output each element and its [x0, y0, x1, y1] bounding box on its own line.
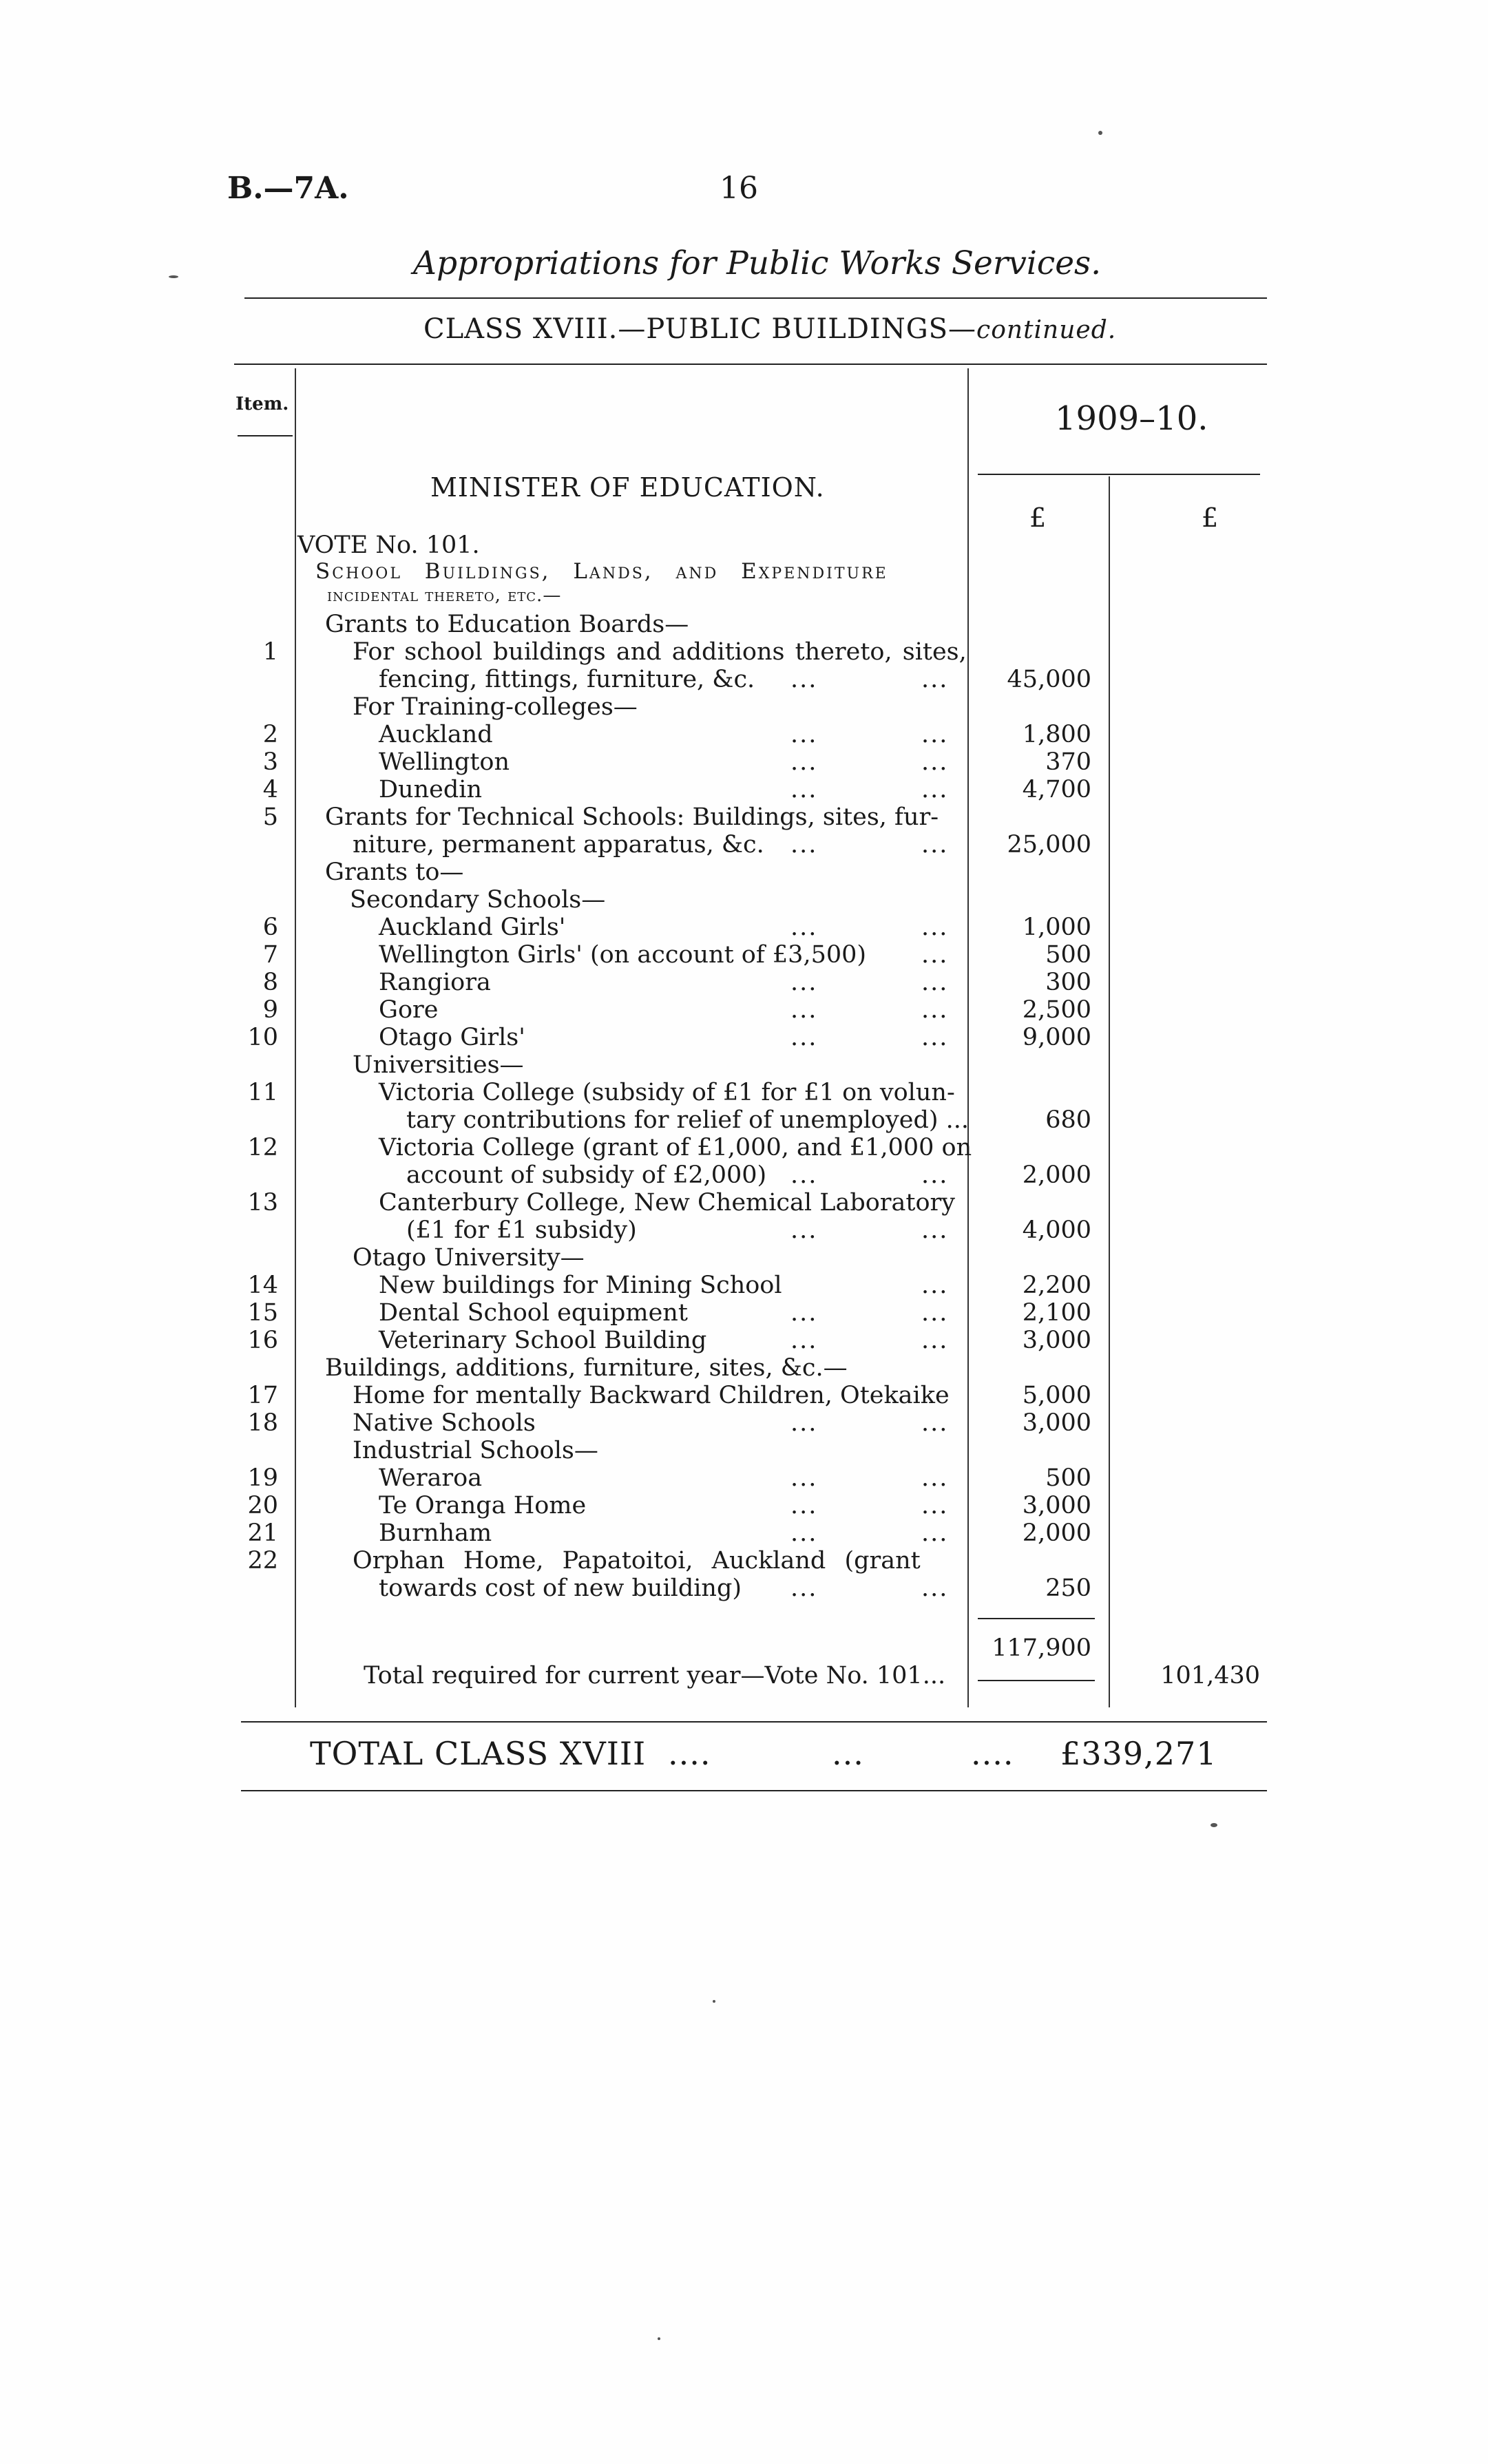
- line-description: account of subsidy of £2,000): [406, 1161, 767, 1189]
- line-description: Dental School equipment: [379, 1299, 688, 1327]
- line-description: Auckland Girls': [379, 914, 566, 941]
- item-number: 6: [262, 914, 278, 941]
- line-description: For Training-colleges—: [353, 693, 638, 721]
- line-description: Grants to—: [325, 859, 464, 886]
- leader-dots: ...: [790, 1409, 818, 1437]
- line-item: [0, 1547, 1488, 1575]
- item-number: 4: [262, 776, 278, 803]
- leader-dots: ...: [921, 1492, 949, 1519]
- line-amount: 3,000: [1022, 1492, 1091, 1519]
- scan-speck: [658, 2337, 660, 2340]
- leader-dots: ...: [921, 941, 949, 969]
- line-description: Otago Girls': [379, 1024, 525, 1051]
- class-title: [423, 313, 1116, 345]
- line-description: Wellington: [379, 748, 510, 776]
- line-item: [0, 1106, 1488, 1134]
- leader-dots: ...: [921, 1575, 949, 1602]
- line-description: Wellington Girls' (on account of £3,500): [379, 941, 867, 969]
- line-description: Native Schools: [353, 1409, 536, 1437]
- line-description: Auckland: [379, 721, 493, 748]
- line-item: [0, 1575, 1488, 1602]
- line-amount: 370: [1045, 748, 1091, 776]
- grand-total-label: TOTAL CLASS XVIII: [310, 1735, 647, 1772]
- line-amount: 5,000: [1022, 1382, 1091, 1409]
- line-item: [0, 721, 1488, 748]
- divider-grand-top: [241, 1721, 1267, 1723]
- line-item: [0, 1519, 1488, 1547]
- line-item: [0, 1354, 1488, 1382]
- line-item: [0, 1051, 1488, 1079]
- vote-total-amount: 101,430: [1160, 1662, 1260, 1689]
- currency-symbol-right: £: [1202, 503, 1219, 533]
- line-amount: 2,500: [1022, 996, 1091, 1024]
- class-title-suffix: continued.: [976, 316, 1117, 344]
- page-title: Appropriations for Public Works Services.: [413, 244, 1102, 282]
- line-description: Gore: [379, 996, 439, 1024]
- class-title-main: CLASS XVIII.—PUBLIC BUILDINGS—: [423, 313, 977, 345]
- line-amount: 250: [1045, 1575, 1091, 1602]
- leader-dots: ...: [790, 1327, 818, 1354]
- item-number: 9: [262, 996, 278, 1024]
- line-item: [0, 914, 1488, 941]
- line-description: Rangiora: [379, 969, 491, 996]
- leader-dots: ...: [832, 1735, 864, 1772]
- line-amount: 2,200: [1022, 1272, 1091, 1299]
- item-number: 21: [247, 1519, 278, 1547]
- line-item: [0, 886, 1488, 914]
- line-item: [0, 1437, 1488, 1464]
- leader-dots: ...: [790, 1024, 818, 1051]
- leader-dots: ...: [790, 1492, 818, 1519]
- item-column-header: Item.: [235, 394, 289, 414]
- leader-dots: ...: [790, 1575, 818, 1602]
- item-number: 5: [262, 803, 278, 831]
- line-item: [0, 996, 1488, 1024]
- ministry-heading: MINISTER OF EDUCATION.: [430, 472, 825, 503]
- divider-top: [244, 297, 1267, 299]
- divider-table-top: [234, 364, 1267, 365]
- scan-speck: [1211, 1823, 1217, 1827]
- line-amount: 4,700: [1022, 776, 1091, 803]
- line-item: [0, 693, 1488, 721]
- leader-dots: ...: [790, 1519, 818, 1547]
- line-item: [0, 1079, 1488, 1106]
- vote-number: VOTE No. 101.: [297, 531, 480, 559]
- item-number: 20: [247, 1492, 278, 1519]
- vote-heading-line2: incidental thereto, etc.—: [327, 585, 562, 606]
- item-number: 15: [247, 1299, 278, 1327]
- line-description: For school buildings and additions thereto, sites,: [353, 638, 967, 666]
- line-description: Industrial Schools—: [353, 1437, 598, 1464]
- line-item: [0, 1382, 1488, 1409]
- line-item: [0, 1464, 1488, 1492]
- currency-symbol-left: £: [1029, 503, 1047, 533]
- year-header: 1909–10.: [1055, 399, 1208, 438]
- line-description: fencing, fittings, furniture, &c.: [379, 666, 755, 693]
- leader-dots: ...: [921, 1161, 949, 1189]
- line-item: [0, 831, 1488, 859]
- line-item: [0, 803, 1488, 831]
- line-item: [0, 1134, 1488, 1161]
- item-number: 10: [247, 1024, 278, 1051]
- page-number: 16: [720, 171, 758, 206]
- leader-dots: ...: [790, 831, 818, 859]
- item-number: 2: [262, 721, 278, 748]
- leader-dots: ...: [790, 996, 818, 1024]
- line-amount: 4,000: [1022, 1217, 1091, 1244]
- leader-dots: ...: [921, 1024, 949, 1051]
- line-amount: 3,000: [1022, 1409, 1091, 1437]
- line-amount: 2,100: [1022, 1299, 1091, 1327]
- line-item: [0, 1217, 1488, 1244]
- item-header-rule: [238, 435, 293, 436]
- leader-dots: ...: [921, 996, 949, 1024]
- line-item: [0, 941, 1488, 969]
- line-amount: 9,000: [1022, 1024, 1091, 1051]
- line-description: Weraroa: [379, 1464, 483, 1492]
- line-amount: 2,000: [1022, 1161, 1091, 1189]
- item-number: 11: [247, 1079, 278, 1106]
- leader-dots: ...: [790, 666, 818, 693]
- leader-dots: ...: [921, 748, 949, 776]
- leader-dots: ...: [921, 776, 949, 803]
- item-number: 12: [247, 1134, 278, 1161]
- line-description: Orphan Home, Papatoitoi, Auckland (grant: [353, 1547, 921, 1575]
- line-amount: 680: [1045, 1106, 1091, 1134]
- line-amount: 500: [1045, 941, 1091, 969]
- item-number: 17: [247, 1382, 278, 1409]
- line-item: [0, 859, 1488, 886]
- document-id: B.—7A.: [227, 171, 349, 206]
- scan-speck: [169, 275, 178, 278]
- grand-total: [310, 1735, 1217, 1772]
- line-description: towards cost of new building): [379, 1575, 742, 1602]
- line-item: [0, 1161, 1488, 1189]
- leader-dots: ...: [921, 969, 949, 996]
- line-description: Grants to Education Boards—: [325, 611, 689, 638]
- leader-dots: ...: [921, 666, 949, 693]
- line-description: Secondary Schools—: [350, 886, 606, 914]
- line-item: [0, 1299, 1488, 1327]
- line-description: niture, permanent apparatus, &c.: [353, 831, 764, 859]
- item-number: 16: [247, 1327, 278, 1354]
- line-description: Universities—: [353, 1051, 524, 1079]
- line-amount: 2,000: [1022, 1519, 1091, 1547]
- item-number: 19: [247, 1464, 278, 1492]
- line-description: tary contributions for relief of unemployed) ...: [406, 1106, 970, 1134]
- line-description: Buildings, additions, furniture, sites, &c.—: [325, 1354, 848, 1382]
- vote-heading-line1: School Buildings, Lands, and Expenditure: [315, 559, 888, 584]
- line-item: [0, 1409, 1488, 1437]
- year-header-rule: [978, 474, 1260, 475]
- line-item: [0, 638, 1488, 666]
- leader-dots: ...: [790, 776, 818, 803]
- line-item: [0, 1272, 1488, 1299]
- leader-dots: ...: [921, 1327, 949, 1354]
- item-number: 3: [262, 748, 278, 776]
- line-description: Grants for Technical Schools: Buildings, sites, fur-: [325, 803, 939, 831]
- line-description: Home for mentally Backward Children, Otekaike: [353, 1382, 950, 1409]
- line-description: Burnham: [379, 1519, 492, 1547]
- line-amount: 1,000: [1022, 914, 1091, 941]
- leader-dots: ...: [790, 1161, 818, 1189]
- line-item: [0, 1189, 1488, 1217]
- item-number: 14: [247, 1272, 278, 1299]
- leader-dots: ...: [921, 1464, 949, 1492]
- subtotal-rule: [978, 1618, 1095, 1619]
- leader-dots: ...: [790, 721, 818, 748]
- line-description: Otago University—: [353, 1244, 585, 1272]
- line-item: [0, 611, 1488, 638]
- leader-dots: ...: [921, 914, 949, 941]
- line-description: New buildings for Mining School: [379, 1272, 782, 1299]
- leader-dots: ...: [921, 1519, 949, 1547]
- total-rule: [978, 1680, 1095, 1681]
- item-number: 8: [262, 969, 278, 996]
- scan-speck: [713, 2000, 715, 2003]
- grand-total-value: £339,271: [1060, 1735, 1217, 1772]
- leader-dots: ....: [668, 1735, 711, 1772]
- line-item: [0, 776, 1488, 803]
- item-number: 22: [247, 1547, 278, 1575]
- line-description: Te Oranga Home: [379, 1492, 587, 1519]
- item-number: 18: [247, 1409, 278, 1437]
- line-amount: 300: [1045, 969, 1091, 996]
- leader-dots: ...: [921, 1217, 949, 1244]
- leader-dots: ...: [790, 914, 818, 941]
- line-item: [0, 1244, 1488, 1272]
- line-item: [0, 666, 1488, 693]
- line-item: [0, 969, 1488, 996]
- leader-dots: ....: [971, 1735, 1014, 1772]
- line-description: (£1 for £1 subsidy): [406, 1217, 637, 1244]
- leader-dots: ...: [790, 748, 818, 776]
- leader-dots: ...: [790, 1299, 818, 1327]
- leader-dots: ...: [921, 1272, 949, 1299]
- leader-dots: ...: [790, 969, 818, 996]
- line-item: [0, 1024, 1488, 1051]
- leader-dots: ...: [921, 721, 949, 748]
- scan-speck: [1098, 131, 1102, 135]
- line-item: [0, 748, 1488, 776]
- divider-bottom: [241, 1790, 1267, 1791]
- line-description: Veterinary School Building: [379, 1327, 707, 1354]
- line-amount: 45,000: [1007, 666, 1091, 693]
- line-item: [0, 1327, 1488, 1354]
- leader-dots: ...: [790, 1217, 818, 1244]
- line-description: Victoria College (subsidy of £1 for £1 on volun-: [379, 1079, 955, 1106]
- leader-dots: ...: [921, 831, 949, 859]
- line-amount: 500: [1045, 1464, 1091, 1492]
- item-number: 1: [262, 638, 278, 666]
- line-amount: 25,000: [1007, 831, 1091, 859]
- leader-dots: ...: [790, 1464, 818, 1492]
- leader-dots: ...: [921, 1409, 949, 1437]
- line-description: Canterbury College, New Chemical Laboratory: [379, 1189, 956, 1217]
- item-number: 13: [247, 1189, 278, 1217]
- total-required-label: Total required for current year—Vote No. 101...: [364, 1662, 946, 1689]
- line-amount: 1,800: [1022, 721, 1091, 748]
- line-item: [0, 1492, 1488, 1519]
- subtotal-amount: 117,900: [992, 1634, 1091, 1662]
- leader-dots: ...: [921, 1299, 949, 1327]
- line-description: Dunedin: [379, 776, 482, 803]
- line-description: Victoria College (grant of £1,000, and £1,000 on: [379, 1134, 972, 1161]
- line-amount: 3,000: [1022, 1327, 1091, 1354]
- item-number: 7: [262, 941, 278, 969]
